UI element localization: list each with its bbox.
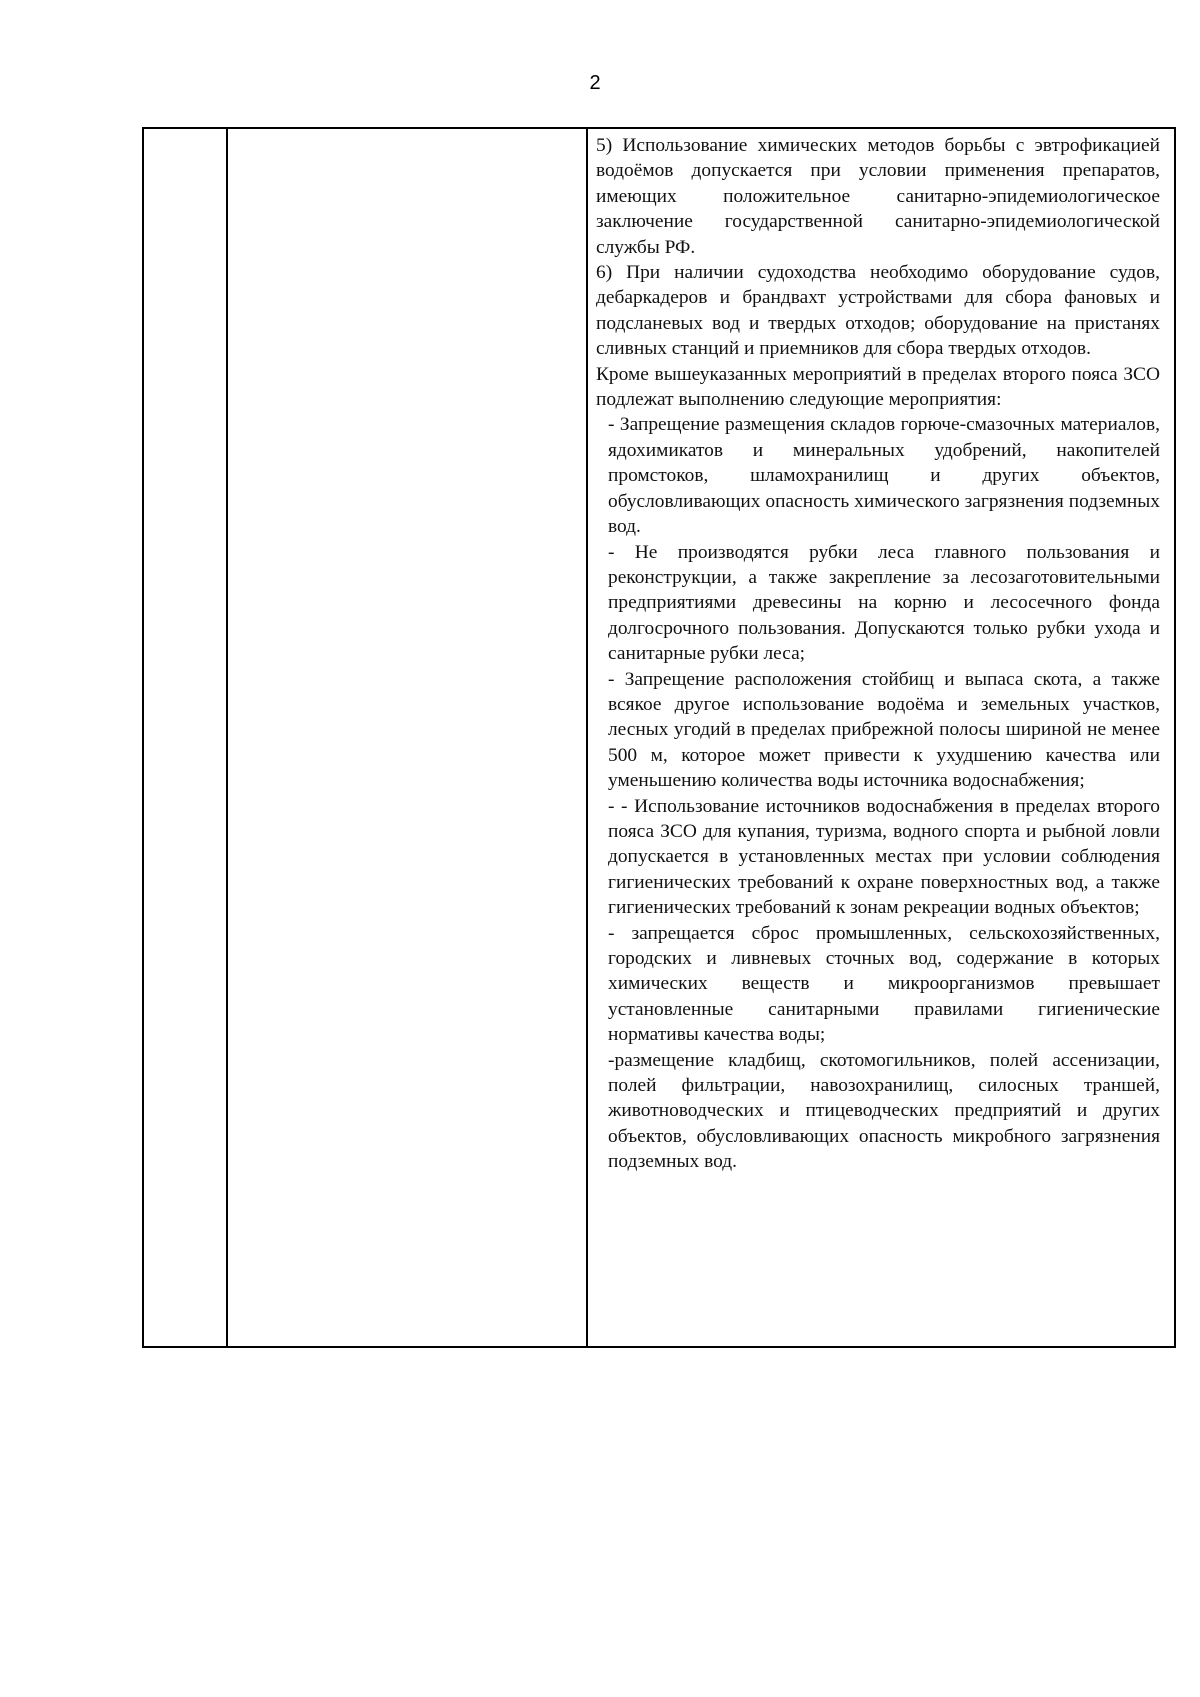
- paragraph-chemical-methods: 5) Использование химических методов борьбы с эвтрофикацией водоёмов допускается при условии применения препаратов, имеющих положительное санитарно-эпидемиологическое заключение государственной санитарно-эпидемиологической службы РФ.: [596, 135, 1160, 258]
- measures-cell: [587, 128, 1175, 1347]
- number-cell: [143, 128, 227, 1347]
- requirements-table: [142, 127, 1176, 1348]
- paragraph-second-belt-intro: Кроме вышеуказанных мероприятий в пределах второго пояса ЗСО подлежат выполнению следующие мероприятия:: [596, 363, 1160, 411]
- table-row: [143, 128, 1175, 1347]
- list-item: - - Использование источников водоснабжения в пределах второго пояса ЗСО для купания, туризма, водного спорта и рыбной ловли допускается в установленных местах при условии соблюдения гигиенических требований к охране поверхностных вод, а также гигиенических требований к зонам рекреации водных объектов;: [608, 795, 1160, 919]
- zone-cell: [227, 128, 587, 1347]
- list-item: - Запрещение размещения складов горюче-смазочных материалов, ядохимикатов и минеральных удобрений, накопителей промстоков, шламохранилищ и других объектов, обусловливающих опасность химического загрязнения подземных вод.: [608, 414, 1160, 538]
- page-number: 2: [589, 72, 601, 94]
- list-item: -размещение кладбищ, скотомогильников, полей ассенизации, полей фильтрации, навозохранилищ, силосных траншей, животноводческих и птицеводческих предприятий и других объектов, обусловливающих опасность микробного загрязнения подземных вод.: [608, 1049, 1160, 1173]
- paragraph-navigation: 6) При наличии судоходства необходимо оборудование судов, дебаркадеров и брандвахт устройствами для сбора фановых и подсланевых вод и твердых отходов; оборудование на пристанях сливных станций и приемников для сбора твердых отходов.: [596, 262, 1160, 360]
- list-item: - запрещается сброс промышленных, сельскохозяйственных, городских и ливневых сточных вод, содержание в которых химических веществ и микроорганизмов превышает установленные санитарными правилами гигиенические нормативы качества воды;: [608, 922, 1160, 1046]
- list-item: - Не производятся рубки леса главного пользования и реконструкции, а также закрепление за лесозаготовительными предприятиями древесины на корню и лесосечного фонда долгосрочного пользования. Допускаются только рубки ухода и санитарные рубки леса;: [608, 541, 1160, 665]
- list-item: - Запрещение расположения стойбищ и выпаса скота, а также всякое другое использование водоёма и земельных участков, лесных угодий в пределах прибрежной полосы шириной не менее 500 м, которое может привести к ухудшению качества или уменьшению количества воды источника водоснабжения;: [608, 668, 1160, 792]
